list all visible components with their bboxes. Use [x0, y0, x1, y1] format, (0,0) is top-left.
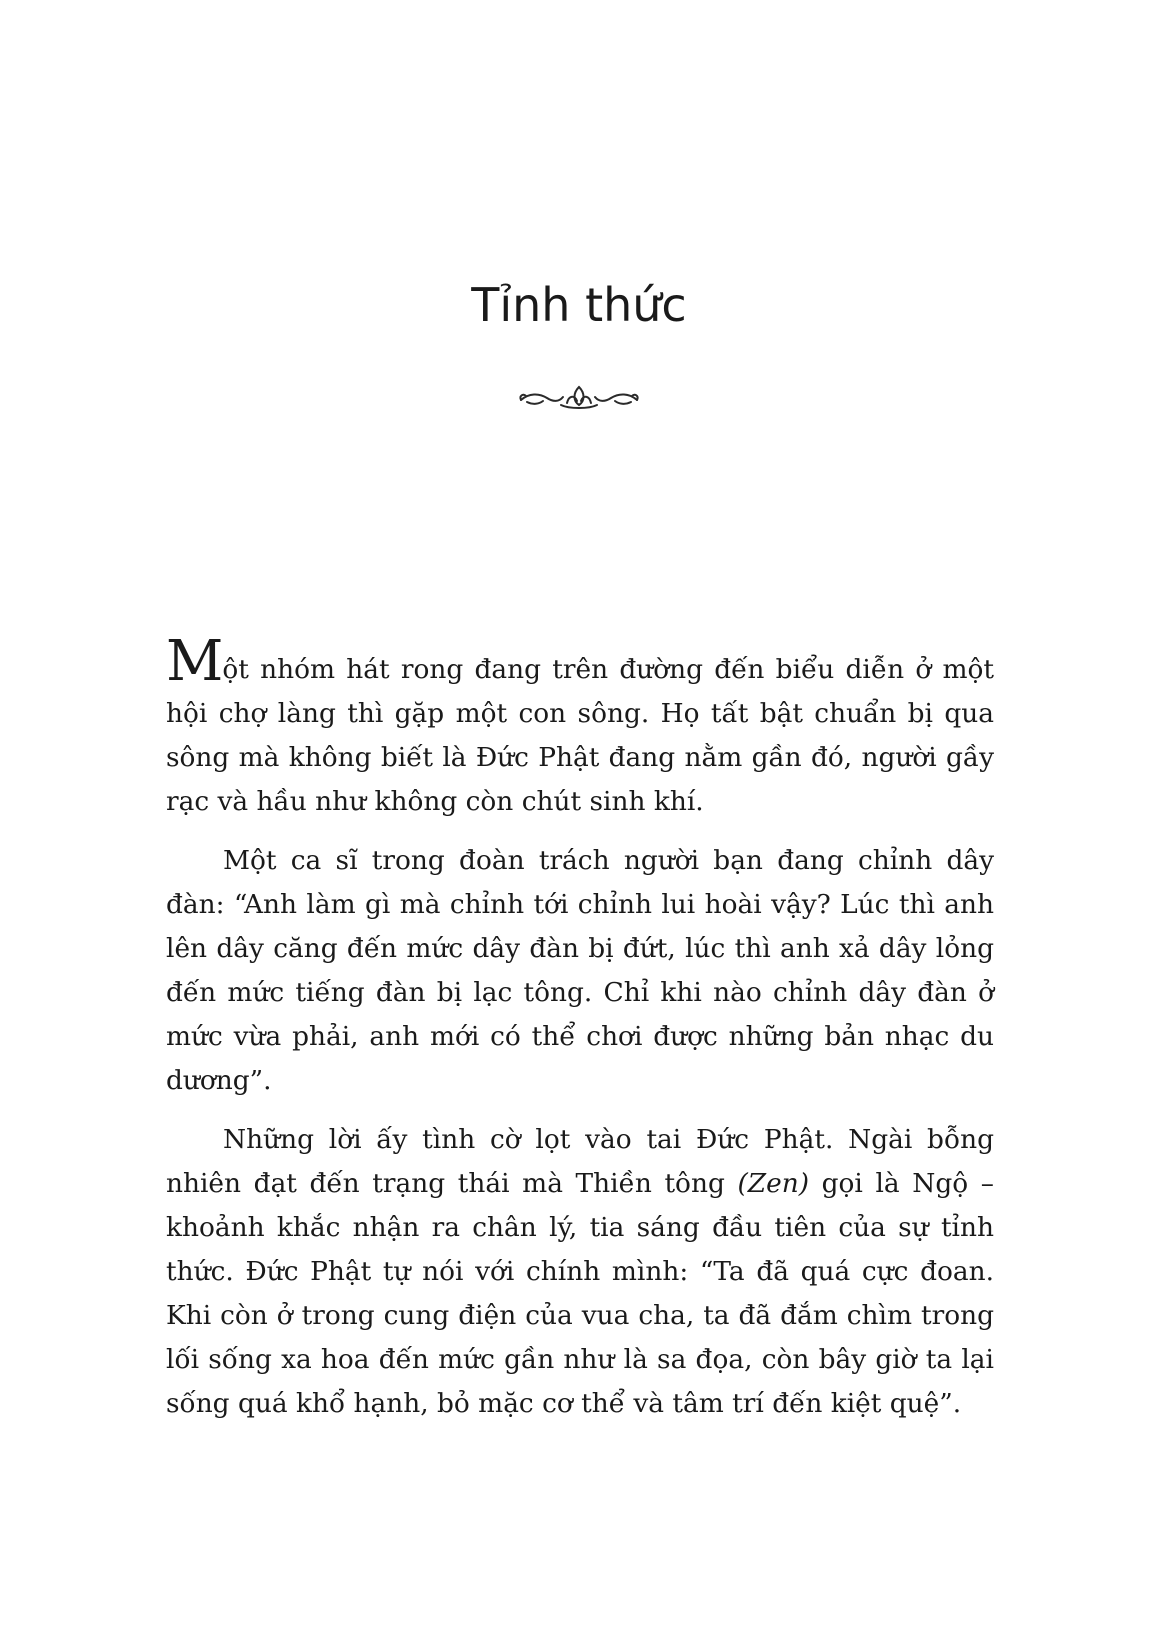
- chapter-title: Tỉnh thức: [471, 278, 687, 332]
- paragraph-1-text: ột nhóm hát rong đang trên đường đến biểu diễn ở một hội chợ làng thì gặp một con sông. Họ tất bật chuẩn bị qua sông mà không biết là Đức Phật đang nằm gần đó, người gầy rạc và hầu như không còn chút sinh khí.: [166, 654, 994, 817]
- paragraph-3-text-a: Những lời ấy tình cờ lọt vào tai Đức Phật. Ngài bỗng nhiên đạt đến trạng thái mà Thiền tông: [166, 1124, 994, 1199]
- paragraph-3-italic: (Zen): [737, 1168, 810, 1199]
- paragraph-1: [166, 629, 994, 824]
- paragraph-2: Một ca sĩ trong đoàn trách người bạn đang chỉnh dây đàn: “Anh làm gì mà chỉnh tới chỉnh lui hoài vậy? Lúc thì anh lên dây căng đến mức dây đàn bị đứt, lúc thì anh xả dây lỏng đến mức tiếng đàn bị lạc tông. Chỉ khi nào chỉnh dây đàn ở mức vừa phải, anh mới có thể chơi được những bản nhạc du dương”.: [166, 845, 994, 1096]
- paragraph-3: [166, 1118, 994, 1426]
- paragraph-3-text-b: gọi là Ngộ – khoảnh khắc nhận ra chân lý, tia sáng đầu tiên của sự tỉnh thức. Đức Phật tự nói với chính mình: “Ta đã quá cực đoan. Khi còn ở trong cung điện của vua cha, ta đã đắm chìm trong lối sống xa hoa đến mức gần như là sa đọa, còn bây giờ ta lại sống quá khổ hạnh, bỏ mặc cơ thể và tâm trí đến kiệt quệ”.: [166, 1168, 994, 1419]
- floral-flourish-icon: [517, 383, 641, 413]
- body-text: [166, 629, 994, 1441]
- drop-cap: M: [166, 629, 223, 694]
